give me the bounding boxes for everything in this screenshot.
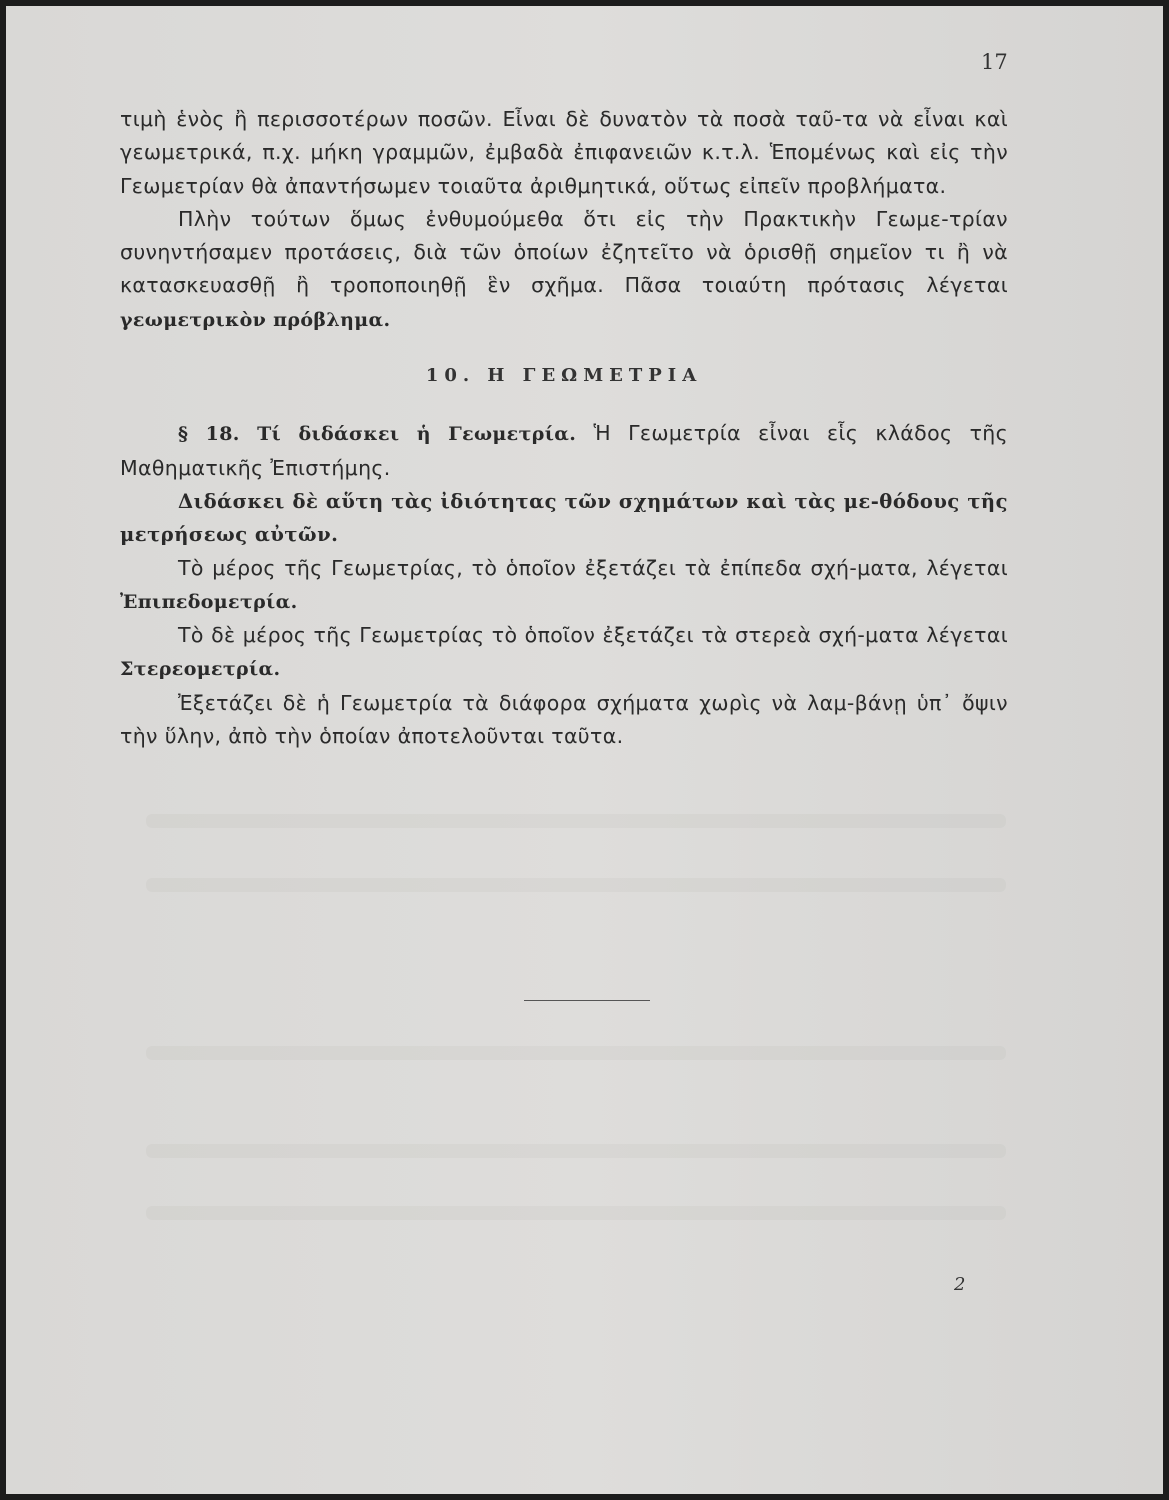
paragraph-solid-geometry bbox=[120, 619, 1008, 687]
term-geometric-problem: γεωμετρικὸν πρόβλημα. bbox=[120, 308, 391, 331]
show-through-line bbox=[146, 814, 1006, 828]
body-text bbox=[120, 103, 1008, 753]
term-solid-geometry: Στερεομετρία. bbox=[120, 658, 281, 681]
paragraph-text: Τὸ μέρος τῆς Γεωμετρίας, τὸ ὁποῖον ἐξετάζει τὰ ἐπίπεδα σχή-ματα, λέγεται bbox=[178, 555, 1008, 580]
term-plane-geometry: Ἐπιπεδομετρία. bbox=[120, 590, 298, 613]
paragraph-text: Ἡ Γεωμετρία εἶναι εἷς κλάδος τῆς Μαθηματικῆς Ἐπιστήμης. bbox=[120, 421, 1008, 480]
paragraph-geometric-problem bbox=[120, 203, 1008, 337]
subsection-title: § 18. Τί διδάσκει ἡ Γεωμετρία. bbox=[178, 423, 577, 446]
paragraph-matter: Ἐξετάζει δὲ ἡ Γεωμετρία τὰ διάφορα σχήματα χωρὶς νὰ λαμ-βάνῃ ὑπ᾽ ὄψιν τὴν ὕλην, ἀπὸ τὴν ὁποίαν ἀποτελοῦνται ταῦτα. bbox=[120, 690, 1008, 749]
end-rule-divider bbox=[524, 1000, 650, 1001]
page-number: 17 bbox=[981, 50, 1008, 74]
paragraph-plane-geometry bbox=[120, 552, 1008, 620]
signature-mark: 2 bbox=[954, 1274, 966, 1295]
paragraph-text: Πλὴν τούτων ὅμως ἐνθυμούμεθα ὅτι εἰς τὴν Πρακτικὴν Γεωμε-τρίαν συνηντήσαμεν προτάσεις, διὰ τῶν ὁποίων ἐζητεῖτο νὰ ὁρισθῇ σημεῖον τι ἢ νὰ κατασκευασθῇ ἢ τροποποιηθῇ ἓν σχῆμα. Πᾶσα τοιαύτη πρότασις λέγεται bbox=[120, 206, 1008, 298]
show-through-line bbox=[146, 1206, 1006, 1220]
show-through-line bbox=[146, 878, 1006, 892]
section-heading: 10. Η ΓΕΩΜΕΤΡΙΑ bbox=[425, 365, 703, 387]
show-through-line bbox=[146, 1144, 1006, 1158]
paragraph-ratio-problems: τιμὴ ἑνὸς ἢ περισσοτέρων ποσῶν. Εἶναι δὲ δυνατὸν τὰ ποσὰ ταῦ-τα νὰ εἶναι καὶ γεωμετρικά, π.χ. μήκη γραμμῶν, ἐμβαδὰ ἐπιφανειῶν κ.τ.λ. Ἑπομένως καὶ εἰς τὴν Γεωμετρίαν θὰ ἀπαντήσωμεν τοιαῦτα ἀριθμητικά, οὕτως εἰπεῖν προβλήματα. bbox=[120, 107, 1008, 198]
paragraph-definition: Διδάσκει δὲ αὕτη τὰς ἰδιότητας τῶν σχημάτων καὶ τὰς με-θόδους τῆς μετρήσεως αὐτῶν. bbox=[120, 489, 1008, 547]
paragraph-text: Τὸ δὲ μέρος τῆς Γεωμετρίας τὸ ὁποῖον ἐξετάζει τὰ στερεὰ σχή-ματα λέγεται bbox=[178, 623, 1008, 648]
paragraph-section-18 bbox=[120, 417, 1008, 485]
book-page bbox=[6, 6, 1163, 1494]
show-through-line bbox=[146, 1046, 1006, 1060]
